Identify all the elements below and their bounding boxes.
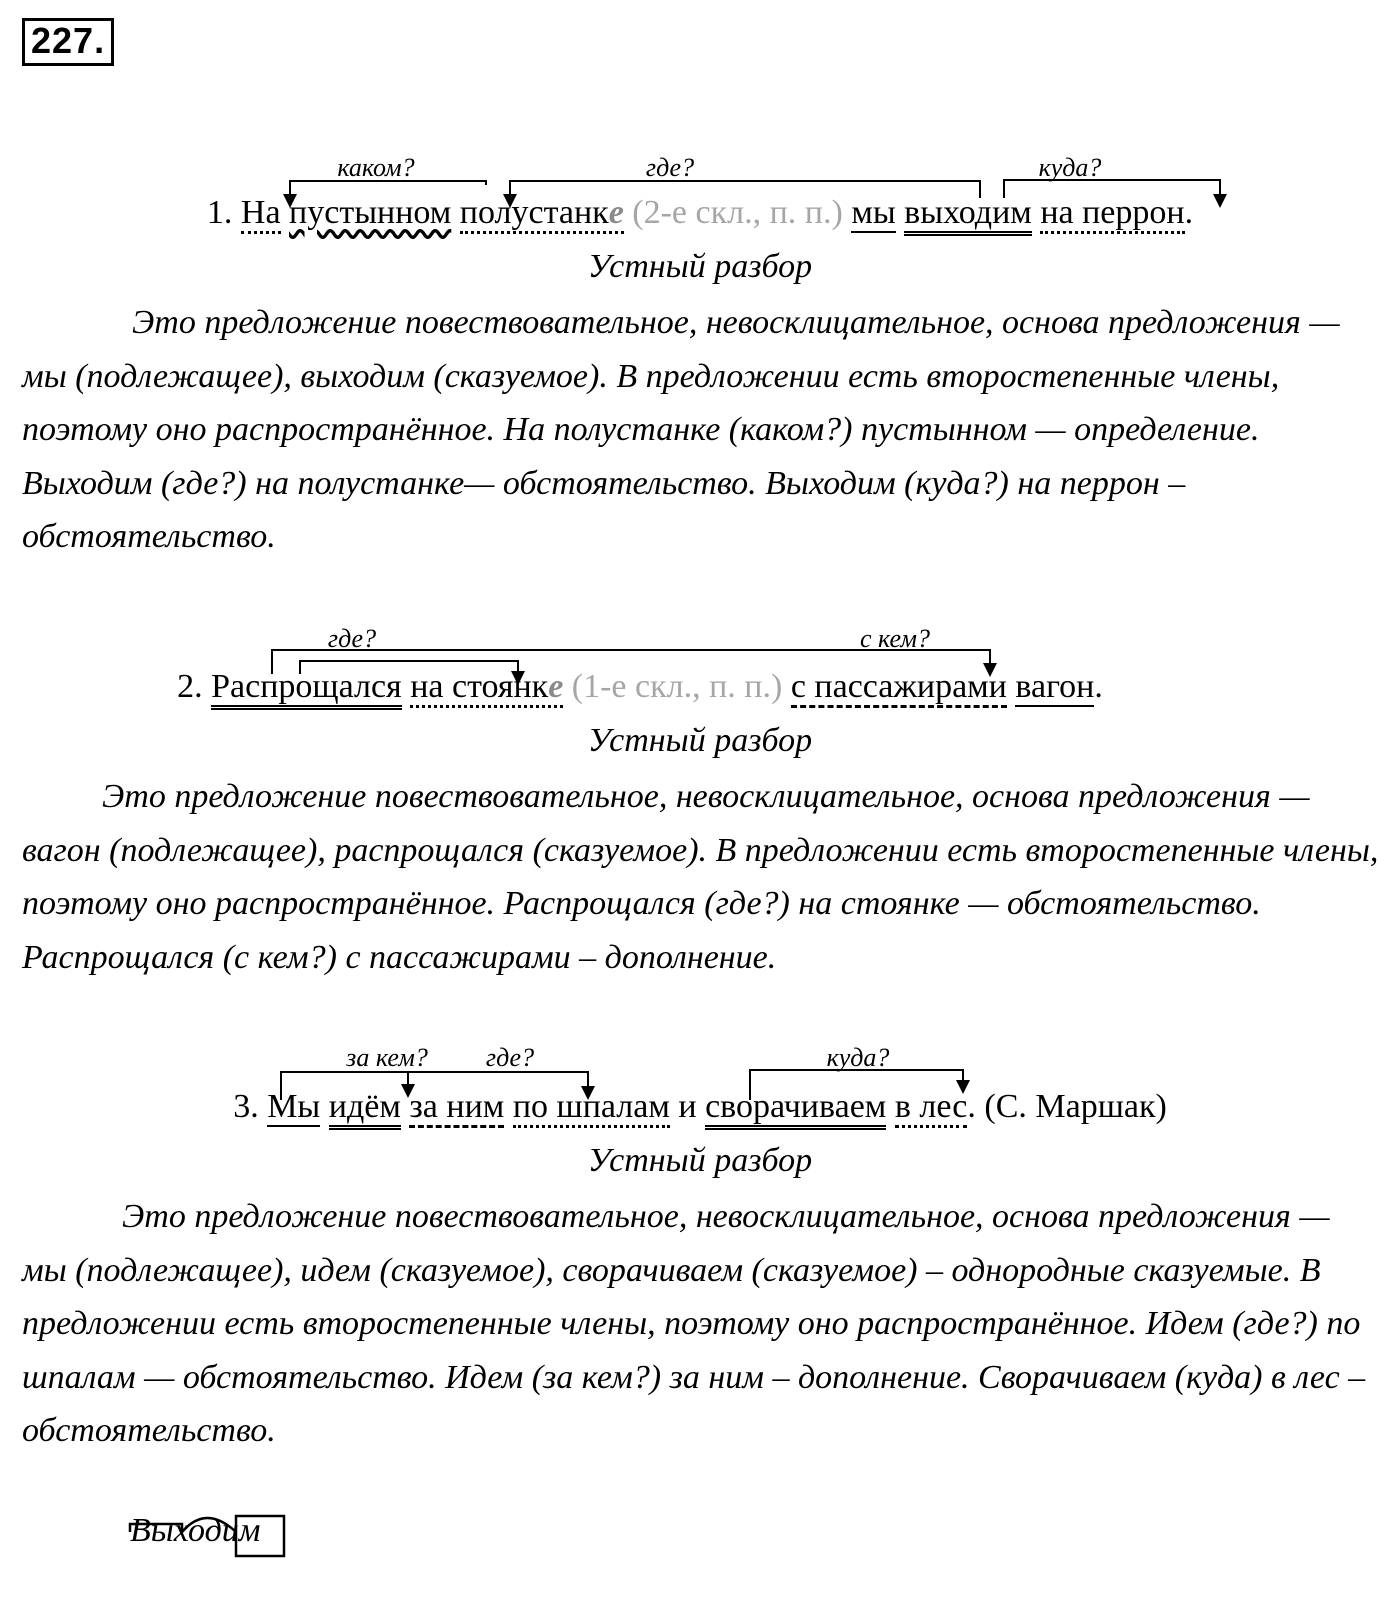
word-subject: Мы xyxy=(267,1088,321,1125)
word-adverbial: на перрон xyxy=(1040,194,1184,234)
sentence-2 xyxy=(0,668,1340,706)
word-subject: мы xyxy=(851,194,896,231)
oral-analysis-heading: Устный разбор xyxy=(587,1142,813,1179)
morpheme-word: Выходим xyxy=(130,1512,261,1549)
author: (С. Маршак) xyxy=(984,1088,1167,1125)
conjunction: и xyxy=(678,1088,697,1125)
question-kuda: куда? xyxy=(1038,153,1102,182)
question-s-kem: с кем? xyxy=(859,624,931,653)
sentence-number: 3. xyxy=(233,1088,259,1125)
analysis-paragraph-3: Это предложение повествовательное, невосклицательное, основа предложения — мы (подлежащее), идем (сказуемое), сворачиваем (сказуемое) – однородные сказуемые. В предложении есть второстепенные члены, поэтому оно распространённое. Идем (где?) по шпалам — обстоятельство. Идем (за кем?) за ним – дополнение. Сворачиваем (куда) в лес – обстоятельство. xyxy=(22,1198,1366,1449)
word-attribute: пустынном xyxy=(289,194,452,231)
declension-note: (2-е скл., п. п.) xyxy=(632,194,843,231)
word-object: с пассажирами xyxy=(791,668,1007,708)
morpheme-marks xyxy=(126,1502,296,1562)
word-ending: е xyxy=(548,668,564,705)
question-za-kem: за кем? xyxy=(346,1043,428,1072)
exercise-number: 227. xyxy=(22,18,114,66)
question-kakom: каком? xyxy=(337,153,415,182)
oral-analysis-heading: Устный разбор xyxy=(587,248,813,285)
word-predicate: идём xyxy=(329,1088,401,1130)
word-predicate: выходим xyxy=(904,194,1032,236)
word-adverbial: на стоянке xyxy=(410,668,563,708)
word-predicate: сворачиваем xyxy=(705,1088,886,1130)
question-gde: где? xyxy=(485,1043,535,1072)
word-subject: вагон xyxy=(1015,668,1095,705)
question-kuda: куда? xyxy=(826,1043,890,1072)
sentence-number: 2. xyxy=(177,668,203,705)
sentence-3 xyxy=(0,1088,1400,1126)
word-adverbial: по шпалам xyxy=(513,1088,670,1128)
word-adverbial: полустанке xyxy=(460,194,624,234)
sentence-punct: . xyxy=(967,1088,976,1125)
word-adverbial: в лес xyxy=(895,1088,968,1128)
prefix-mark xyxy=(130,1524,182,1532)
sentence-1 xyxy=(0,194,1400,232)
declension-note: (1-е скл., п. п.) xyxy=(571,668,783,705)
word-ending: е xyxy=(608,194,624,231)
word-object: за ним xyxy=(409,1088,504,1128)
sentence-number: 1. xyxy=(206,194,233,231)
word-adverbial: На xyxy=(241,194,281,234)
sentence-punct: . xyxy=(1184,194,1194,231)
morpheme-analysis xyxy=(130,1512,261,1550)
root-mark xyxy=(182,1518,236,1532)
sentence-punct: . xyxy=(1094,668,1103,705)
analysis-paragraph-2: Это предложение повествовательное, невосклицательное, основа предложения — вагон (подлежащее), распрощался (сказуемое). В предложении есть второстепенные члены, поэтому оно распространённое. Распрощался (где?) на стоянке — обстоятельство. Распрощался (с кем?) с пассажирами – дополнение. xyxy=(22,778,1379,976)
oral-analysis-heading: Устный разбор xyxy=(587,722,813,759)
question-gde: где? xyxy=(327,624,377,653)
question-gde: где? xyxy=(645,153,695,182)
ending-mark xyxy=(236,1516,284,1556)
analysis-paragraph-1: Это предложение повествовательное, невосклицательное, основа предложения — мы (подлежащее), выходим (сказуемое). В предложении есть второстепенные члены, поэтому оно распространённое. На полустанке (каком?) пустынном — определение. Выходим (где?) на полустанке— обстоятельство. Выходим (куда?) на перрон – обстоятельство. xyxy=(22,304,1340,555)
word-predicate: Распрощался xyxy=(211,668,402,710)
